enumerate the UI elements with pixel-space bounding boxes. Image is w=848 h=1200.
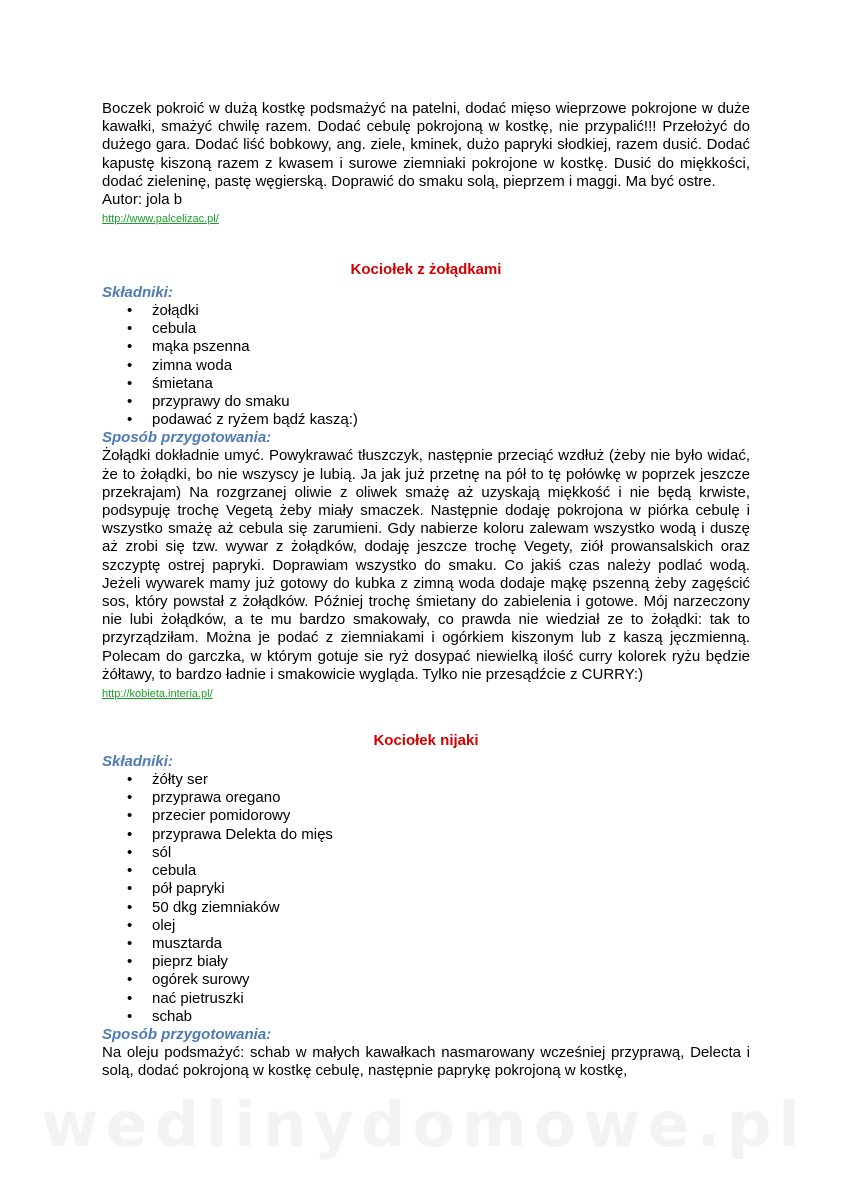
list-item: • ogórek surowy xyxy=(127,971,250,989)
bullet-icon: • xyxy=(127,934,133,952)
bullet-icon: • xyxy=(127,971,133,989)
intro-source-link[interactable]: http://www.palcelizac.pl/ xyxy=(102,213,219,226)
intro-author: Autor: jola b xyxy=(102,191,183,209)
recipe2-title: Kociołek nijaki xyxy=(373,732,479,750)
bullet-icon: • xyxy=(127,1007,133,1025)
bullet-icon: • xyxy=(127,843,133,861)
bullet-icon: • xyxy=(127,320,133,338)
list-item: • sól xyxy=(127,843,172,861)
list-item: • cebula xyxy=(127,862,197,880)
bullet-icon: • xyxy=(127,356,133,374)
list-item: • przyprawa oregano xyxy=(127,789,281,807)
list-item: • żółty ser xyxy=(127,771,208,789)
recipe1-method-text: Żołądki dokładnie umyć. Powykrawać tłuszczyk, następnie przeciąć wzdłuż (żeby nie było widać, że to żołądki, bo nie wszyscy je lubią. Ja jak już przetnę na pół to tę połówkę w poprzek jeszcze przekrajam) Na rozgrzanej oliwie z oliwek smażę aż uzyskają miękkość i nie będą krwiste, podsypuję trochę Vegetą żeby miały smaczek. Następnie dodaję pokrojona w piórka cebulę i wszystko smażę aż cebula się zarumieni. Gdy nabierze koloru zalewam wszystko wodą i duszę aż zrobi się tzw. wywar z żołądków, dodaję jeszcze trochę Vegety, ziół prowansalskich oraz szczyptę ostrej papryki. Doprawiam wszystko do smaku. Co jakiś czas należy podlać wodą. Jeżeli wywarek mamy już gotowy do kubka z zimną woda dodaje mąkę pszenną żeby zagęścić sos, który powstał z żołądków. Później trochę śmietany do zabielenia i gotowe. Mój narzeczony nie lubi żołądków, a te mu bardzo smakowały, co prawda nie wiedział ze to żołądki: tak to przyrządziłam. Można je podać z ziemniakami i ogórkiem kiszonym lub z kaszą jęczmienną. Polecam do garczka, w którym gotuje sie ryż dosypać niewielką ilość curry kolorek ryżu będzie żółtawy, to bardzo ładnie i smakowicie wygląda. Tylko nie przesądźcie z CURRY:) xyxy=(102,447,750,683)
recipe2-method-text: Na oleju podsmażyć: schab w małych kawałkach nasmarowany wcześniej przyprawą, Delecta i solą, dodać pokrojoną w kostkę cebulę, następnie paprykę pokrojoną w kostkę, xyxy=(102,1043,750,1080)
list-item: • nać pietruszki xyxy=(127,989,244,1007)
recipe2-ingredients-list xyxy=(102,771,750,1026)
list-item: • przecier pomidorowy xyxy=(127,807,291,825)
recipe1-title: Kociołek z żołądkami xyxy=(350,261,502,279)
bullet-icon: • xyxy=(127,393,133,411)
list-item: • 50 dkg ziemniaków xyxy=(127,898,280,916)
list-item: • przyprawa Delekta do mięs xyxy=(127,825,333,843)
bullet-icon: • xyxy=(127,374,133,392)
list-item: • zimna woda xyxy=(127,356,233,374)
recipe2-ingredients-label: Składniki: xyxy=(102,753,173,771)
bullet-icon: • xyxy=(127,807,133,825)
list-item: • śmietana xyxy=(127,374,213,392)
list-item: • pieprz biały xyxy=(127,953,228,971)
bullet-icon: • xyxy=(127,789,133,807)
bullet-icon: • xyxy=(127,898,133,916)
list-item: • musztarda xyxy=(127,934,223,952)
bullet-icon: • xyxy=(127,862,133,880)
bullet-icon: • xyxy=(127,989,133,1007)
list-item: • żołądki xyxy=(127,302,199,320)
bullet-icon: • xyxy=(127,916,133,934)
list-item: • przyprawy do smaku xyxy=(127,393,290,411)
watermark: wedlinydomowe.pl xyxy=(41,1088,807,1161)
intro-paragraph: Boczek pokroić w dużą kostkę podsmażyć na patelni, dodać mięso wieprzowe pokrojone w duże kawałki, smażyć chwilę razem. Dodać cebulę pokrojoną w kostkę, nie przypalić!!! Przełożyć do dużego gara. Dodać liść bobkowy, ang. ziele, kminek, dużo papryki słodkiej, razem dusić. Dodać kapustę kiszoną razem z kwasem i surowe ziemniaki pokrojone w kostkę. Dusić do miękkości, dodać zieleninę, pastę węgierską. Doprawić do smaku solą, pieprzem i maggi. Ma być ostre. xyxy=(102,100,750,190)
recipe1-method-label: Sposób przygotowania: xyxy=(102,429,272,447)
list-item: • podawać z ryżem bądź kaszą:) xyxy=(127,411,358,429)
recipe1-ingredients-label: Składniki: xyxy=(102,284,173,302)
bullet-icon: • xyxy=(127,338,133,356)
recipe1-ingredients-list xyxy=(102,302,750,429)
list-item: • pół papryki xyxy=(127,880,225,898)
bullet-icon: • xyxy=(127,302,133,320)
bullet-icon: • xyxy=(127,771,133,789)
recipe1-source-link[interactable]: http://kobieta.interia.pl/ xyxy=(102,688,213,701)
recipe2-method-label: Sposób przygotowania: xyxy=(102,1025,272,1043)
bullet-icon: • xyxy=(127,411,133,429)
list-item: • schab xyxy=(127,1007,193,1025)
bullet-icon: • xyxy=(127,825,133,843)
bullet-icon: • xyxy=(127,953,133,971)
list-item: • cebula xyxy=(127,320,197,338)
list-item: • olej xyxy=(127,916,176,934)
document-page xyxy=(102,100,750,1080)
list-item: • mąka pszenna xyxy=(127,338,250,356)
bullet-icon: • xyxy=(127,880,133,898)
